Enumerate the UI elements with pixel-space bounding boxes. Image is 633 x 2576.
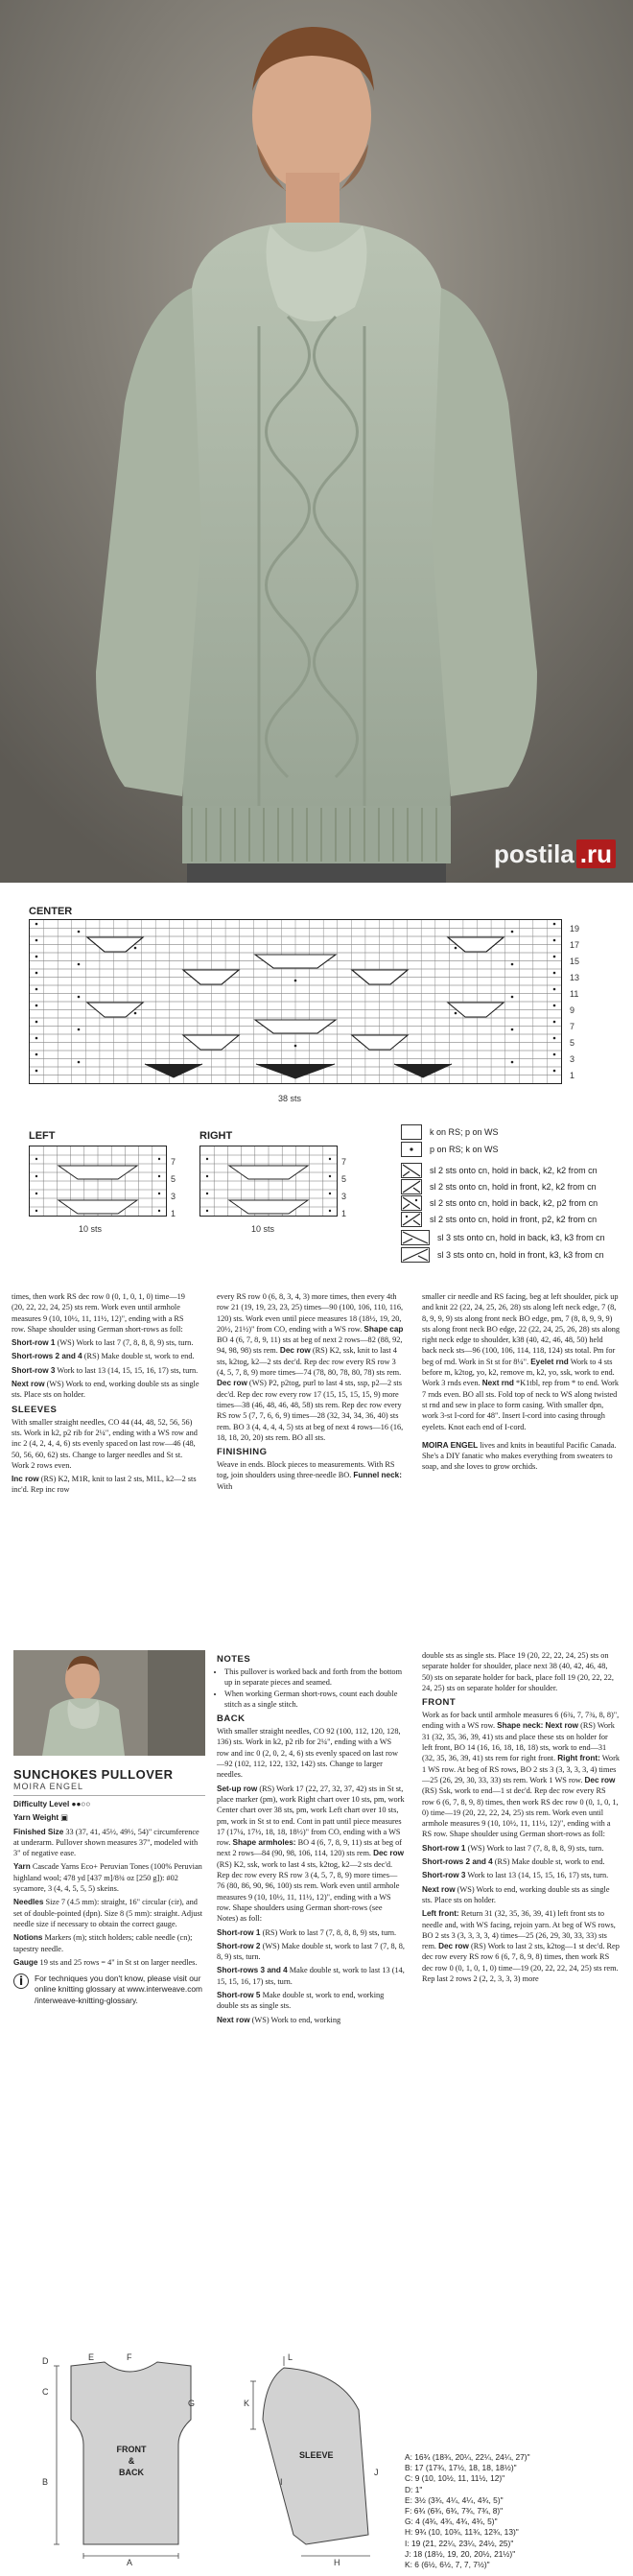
section-heading-notes: NOTES — [217, 1654, 251, 1665]
key-item: sl 2 sts onto cn, hold in back, k2, p2 from cn — [401, 1195, 598, 1211]
left-row-numbers — [171, 1153, 176, 1222]
key-item: sl 3 sts onto cn, hold in front, k3, k3 from cn — [401, 1247, 604, 1263]
paragraph: Next row (WS) Work to end, working double sts as single sts. Place sts on holder. — [422, 1884, 610, 1904]
left-chart-label: LEFT — [29, 1130, 56, 1142]
measurement-item: A: 16¾ (18¾, 20¼, 22¼, 24¼, 27)" — [405, 2452, 530, 2462]
paragraph: times, then work RS dec row 0 (0, 1, 0, 1, 0) time—19 (20, 22, 22, 24, 25) sts rem. Work even until armhole measures 9 (10, 10½, 11, 11½, 12)", ending with a RS row. Shape shoulder using German short-rows as foll: — [12, 1292, 185, 1334]
model-illustration — [0, 0, 633, 883]
note-item: • When working German short-rows, count each double stitch as a single stitch. — [224, 1689, 405, 1711]
paragraph: Short-row 2 (WS) Make double st, work to last 7 (7, 8, 8, 8, 9) sts, turn. — [217, 1941, 405, 1962]
paragraph: Short-row 1 (WS) Work to last 7 (7, 8, 8, 8, 9) sts, turn. — [422, 1843, 604, 1853]
dimension-letter: L — [288, 2352, 293, 2362]
paragraph: Finished Size 33 (37, 41, 45½, 49½, 54)" circumference at underarm. Pullover shown measures 37", modeled with 3" of negative ease. — [13, 1827, 199, 1858]
section-heading-back: BACK — [217, 1713, 246, 1725]
paragraph: Short-row 1 (RS) Work to last 7 (7, 8, 8, 8, 9) sts, turn. — [217, 1927, 397, 1937]
thumbnail-illustration — [13, 1650, 205, 1756]
dimension-letter: D — [42, 2356, 49, 2366]
section-heading-sleeves: SLEEVES — [12, 1404, 58, 1415]
measurement-item: D: 1" — [405, 2484, 423, 2494]
row-number: 9 — [570, 1005, 575, 1015]
measurement-item: J: 18 (18½, 19, 20, 20½, 21½)" — [405, 2548, 516, 2559]
info-icon: i — [13, 1973, 29, 1989]
dimension-letter: B — [42, 2477, 49, 2487]
paragraph: Yarn Cascade Yarns Eco+ Peruvian Tones (100% Peruvian highland wool; 478 yd [437 m]/8¾ oz [250 g]): #02 sycamore, 3 (4, 4, 5, 5, 5) skeins. — [13, 1862, 202, 1894]
paragraph: Needles Size 7 (4.5 mm): straight, 16" circular (cir), and set of double-pointed (dpn). Size 8 (5 mm): straight. Adjust needle size if necessary to obtain the correct gauge. — [13, 1898, 203, 1928]
paragraph: Notions Markers (m); stitch holders; cable needle (cn); tapestry needle. — [13, 1933, 193, 1953]
pattern-column-2 — [217, 1650, 405, 2028]
cable-2-2-rc-icon — [401, 1163, 422, 1178]
right-chart-label: RIGHT — [199, 1130, 233, 1142]
paragraph: Gauge 19 sts and 25 rows = 4" in St st on larger needles. — [13, 1957, 198, 1967]
dimension-letter: A — [127, 2558, 133, 2567]
measurement-item: K: 6 (6½, 6½, 7, 7, 7½)" — [405, 2560, 490, 2570]
left-width-label: 10 sts — [79, 1224, 103, 1234]
right-row-numbers — [341, 1153, 346, 1222]
right-width-label: 10 sts — [251, 1224, 275, 1234]
row-number: 15 — [570, 957, 580, 966]
section-heading-finishing: FINISHING — [217, 1447, 268, 1458]
chart-key — [401, 1124, 631, 1268]
paragraph: Next row (WS) Work to end, working double sts as single sts. Place sts on holder. — [12, 1380, 199, 1400]
paragraph: Short-row 3 Work to last 13 (14, 15, 15, 16, 17) sts, turn. — [12, 1365, 199, 1375]
key-item: k on RS; p on WS — [401, 1124, 499, 1140]
body-label: FRONT & BACK — [116, 2445, 147, 2477]
pattern-column-3 — [422, 1650, 620, 1987]
pattern-designer: MOIRA ENGEL — [13, 1782, 84, 1791]
paragraph: With smaller straight needles, CO 92 (100, 112, 120, 128, 136) sts. Work in k2, p2 rib for 2¼", ending with a WS row and inc 0 (2, 0, 2, 4, 6) sts evenly spaced on last row—92 (102, 112, 122, 132, 142) sts. Change to larger needles. — [217, 1727, 401, 1780]
cable-2-2-rpc-icon — [401, 1195, 422, 1211]
dimension-letter: C — [42, 2387, 49, 2397]
cable-3-3-rc-icon — [401, 1230, 430, 1245]
row-number: 5 — [570, 1038, 575, 1048]
row-number: 1 — [570, 1071, 575, 1080]
measurement-item: H: 9¾ (10, 10¾, 11¾, 12¾, 13)" — [405, 2527, 519, 2538]
dimension-letter: I — [280, 2477, 283, 2487]
notes-list — [217, 1666, 405, 1710]
row-number: 17 — [570, 940, 580, 950]
paragraph: smaller cir needle and RS facing, beg at left shoulder, pick up and knit 22 (22, 24, 25, 26, 28) sts along left neck edge, 7 (8, 8, 9, 9, 9) sts along front neck BO edge, pm, 7 (8, 8, 9, 9, 9) sts along front neck BO edge, 22 (22, 24, 25, 26, 28) sts along right neck edge to shoulder, k38 (40, 42, 46, 48, 50) held back neck sts—96 (100, 106, 114, 118, 124) sts total. Pm for beg of rnd. Work in St st for 8¼". Eyelet rnd Work to 4 sts before m, k2tog, yo, k2, remove m, k2, yo, ssk, work to end. Work 3 rnds even. Next rnd *K1tbl, rep from * to end. Work 7 rnds even. BO all sts. Fold top of neck to WS along twisted st rnd and sew in place to form casing. With smaller dpn, work 3-st I-cord for 48". Insert I-cord into casing through eyelets. Knot each end of I-cord. — [422, 1292, 621, 1431]
paragraph: double sts as single sts. Place 19 (20, 22, 22, 24, 25) sts on separate holder for shoulder, place next 38 (40, 42, 46, 48, 50) sts on separate holder for back, place foll 19 (20, 22, 22, 24, 25) sts on separate holder for shoulder. — [422, 1651, 614, 1692]
dimension-letter: K — [244, 2399, 250, 2408]
pattern-title: SUNCHOKES PULLOVER — [13, 1767, 174, 1782]
sleeve-label: SLEEVE — [299, 2450, 334, 2460]
paragraph: Short-row 5 Make double st, work to end, working double sts as single sts. — [217, 1991, 385, 2011]
dimension-letter: G — [188, 2399, 196, 2408]
schematic-svg — [13, 2352, 397, 2569]
techniques-note: i For techniques you don't know, please visit our online knitting glossary at www.interweave.com /interweave-knitting-glossary. — [13, 1973, 205, 2006]
paragraph: Inc row (RS) K2, M1R, knit to last 2 sts, M1L, k2—2 sts inc'd. Rep inc row — [12, 1475, 197, 1495]
dimension-letter: H — [334, 2558, 340, 2567]
paragraph: Short-rows 2 and 4 (RS) Make double st, work to end. — [422, 1857, 605, 1867]
text-column-2 — [217, 1291, 405, 1495]
row-number: 5 — [341, 1174, 347, 1184]
dimension-letter: F — [127, 2352, 132, 2362]
key-item: sl 3 sts onto cn, hold in back, k3, k3 from cn — [401, 1230, 605, 1245]
paragraph: Left front: Return 31 (32, 35, 36, 39, 41) left front sts to needle and, with WS facing, rejoin yarn. At beg of WS rows, BO 2 sts 3 (3, 3, 3, 3, 4) times—25 (26, 29, 30, 33, 33) sts rem. Dec row (RS) Work to last 2 sts, k2tog—1 st dec'd. Rep dec row every RS row 6 (6, 7, 8, 9, 8) times, then work RS dec row 0 (0, 1, 0, 1, 0) time—19 (20, 22, 22, 24, 25) sts rem. Rep last 2 rows 2 (2, 2, 3, 3, 3) more — [422, 1909, 620, 1984]
right-chart-grid — [199, 1146, 338, 1217]
center-width-label: 38 sts — [278, 1094, 302, 1103]
pattern-info-column — [13, 1767, 205, 2006]
measurement-item: F: 6¾ (6¾, 6¾, 7¾, 7¾, 8)" — [405, 2506, 504, 2517]
divider — [13, 1795, 205, 1796]
row-number: 1 — [341, 1209, 347, 1218]
author-bio: MOIRA ENGEL lives and knits in beautiful Pacific Canada. She's a DIY fanatic who makes everything from sweaters to soap, and she loves to grow orchids. — [422, 1439, 617, 1472]
row-number: 11 — [570, 989, 579, 999]
center-chart-svg — [30, 920, 561, 1083]
measurement-item: B: 17 (17¾, 17½, 18, 18, 18½)" — [405, 2463, 517, 2473]
key-item: sl 2 sts onto cn, hold in back, k2, k2 from cn — [401, 1163, 598, 1178]
cable-2-2-lpc-icon — [401, 1212, 422, 1227]
cable-2-2-lc-icon — [401, 1179, 422, 1194]
paragraph: With smaller straight needles, CO 44 (44, 48, 52, 56, 56) sts. Work in k2, p2 rib for 2¼", ending with a WS row and inc 2 (4, 2, 4, 4, 6) sts evenly spaced on last row—46 (48, 50, 56, 60, 62) sts. Change to larger needles and St st. Work 2 rows even. — [12, 1417, 198, 1470]
center-row-numbers — [570, 921, 589, 1084]
key-item: sl 2 sts onto cn, hold in front, k2, k2 from cn — [401, 1179, 597, 1194]
yarn-weight-row: Yarn Weight ▣ — [13, 1813, 69, 1823]
paragraph: Set-up row (RS) Work 17 (22, 27, 32, 37, 42) sts in St st, place marker (pm), work Right chart over 10 sts, pm, work Center chart over 38 sts, pm, work Left chart over 10 sts, pm, work in St st to end. Cont in patt until piece measures 17 (17¼, 17½, 18, 18, 18½)" from CO, ending with a WS row. Shape armholes: BO 4 (6, 7, 8, 9, 11) sts at beg of next 2 rows—84 (90, 98, 106, 114, 120) sts rem. Dec row (RS) K2, ssk, work to last 4 sts, k2tog, k2—2 sts dec'd. Rep dec row every RS row 3 (4, 5, 7, 8, 9) more times—76 (80, 86, 90, 96, 100) sts rem. Work even until armhole measures 9 (10, 10½, 11, 11½, 12)", ending with a WS row. Shape shoulders using German short-rows (see Notes) as foll: — [217, 1784, 405, 1924]
paragraph: Work as for back until armhole measures 6 (6¾, 7, 7¾, 8, 8)", ending with a WS row. Shape neck: Next row (RS) Work 31 (32, 35, 36, 39, 41) sts and place these sts on holder for left front, BO 14 (16, 16, 18, 18, 18) sts, work to end—31 (32, 35, 36, 39, 41) sts rem for right front. Right front: Work 1 WS row. At beg of RS rows, BO 2 sts 3 (3, 3, 3, 3, 4) times—25 (26, 29, 30, 33, 33) sts rem. Work 1 WS row. Dec row (RS) Ssk, work to end—1 st dec'd. Rep dec row every RS row 6 (6, 7, 8, 9, 8) times, then work RS dec row 0 (0, 1, 0, 1, 0) time—19 (20, 22, 22, 24, 25) sts rem. Work even until armhole measures 9 (10, 10½, 11, 11½, 12)", ending with a RS row. Shape shoulder using German short-rows as foll: — [422, 1711, 620, 1839]
measurement-list — [405, 2452, 627, 2570]
yarn-weight-icon: ▣ — [60, 1813, 69, 1823]
row-number: 19 — [570, 924, 580, 934]
measurement-item: E: 3½ (3¾, 4¼, 4¼, 4¾, 5)" — [405, 2494, 504, 2505]
row-number: 3 — [341, 1192, 347, 1201]
center-chart-grid — [29, 919, 562, 1084]
dimension-letter: E — [88, 2352, 95, 2362]
right-chart-svg — [200, 1146, 337, 1216]
row-number: 7 — [570, 1022, 575, 1031]
left-chart-svg — [30, 1146, 166, 1216]
purl-symbol-icon — [401, 1142, 422, 1157]
schematic-diagram — [13, 2352, 397, 2569]
row-number: 3 — [570, 1054, 575, 1064]
left-chart-grid — [29, 1146, 167, 1217]
dimension-letter: J — [374, 2468, 379, 2477]
measurement-item: I: 19 (21, 22¼, 23¼, 24½, 25)" — [405, 2538, 514, 2548]
row-number: 5 — [171, 1174, 176, 1184]
key-item: sl 2 sts onto cn, hold in front, p2, k2 from cn — [401, 1212, 597, 1227]
center-chart-label: CENTER — [29, 906, 73, 917]
watermark-logo: postila .ru — [494, 839, 616, 869]
row-number: 1 — [171, 1209, 176, 1218]
key-item: p on RS; k on WS — [401, 1142, 499, 1157]
text-column-3 — [422, 1291, 620, 1476]
row-number: 3 — [171, 1192, 176, 1201]
section-heading-front: FRONT — [422, 1697, 457, 1709]
paragraph: Short-rows 2 and 4 (RS) Make double st, work to end. — [12, 1352, 195, 1361]
sweater-photo — [0, 0, 633, 883]
thumbnail-photo — [13, 1650, 205, 1756]
paragraph: Next row (WS) Work to end, working — [217, 2015, 341, 2024]
measurement-item: G: 4 (4¾, 4¾, 4¾, 4¾, 5)" — [405, 2517, 498, 2527]
difficulty-dots-icon: ●●○○ — [71, 1800, 91, 1808]
paragraph: Short-row 3 Work to last 13 (14, 15, 15, 16, 17) sts, turn. — [422, 1871, 609, 1880]
cable-3-3-lc-icon — [401, 1247, 430, 1263]
row-number: 13 — [570, 973, 580, 982]
paragraph: Weave in ends. Block pieces to measurements. With RS tog, join shoulders using three-needle BO. Funnel neck: With — [217, 1460, 402, 1491]
paragraph: Short-row 1 (WS) Work to last 7 (7, 8, 8, 8, 9) sts, turn. — [12, 1338, 194, 1348]
measurement-item: C: 9 (10, 10½, 11, 11½, 12)" — [405, 2473, 505, 2484]
row-number: 7 — [341, 1157, 347, 1167]
text-column-1 — [12, 1291, 199, 1499]
paragraph: Short-rows 3 and 4 Make double st, work to last 13 (14, 15, 15, 16, 17) sts, turn. — [217, 1966, 405, 1986]
row-number: 7 — [171, 1157, 176, 1167]
difficulty-row: Difficulty Level ●●○○ — [13, 1800, 91, 1808]
knit-symbol-icon — [401, 1124, 422, 1140]
note-item: • This pullover is worked back and forth from the bottom up in separate pieces and seamed. — [224, 1666, 405, 1689]
paragraph: every RS row 0 (6, 8, 3, 4, 3) more times, then every 4th row 21 (19, 19, 23, 23, 25) times—90 (100, 106, 110, 116, 120) sts. Work even until piece measures 18 (18½, 19, 20, 20½, 21½)" from CO, ending with a WS row. Shape cap BO 4 (6, 7, 8, 9, 11) sts at beg of next 2 rows—82 (88, 92, 94, 98, 98) sts rem. Dec row (RS) K2, ssk, knit to last 4 sts, k2tog, k2—2 sts dec'd. Rep dec row every RS row 3 (4, 5, 7, 8, 9) more times—74 (78, 80, 78, 80, 78) sts rem. Dec row (WS) P2, p2tog, purl to last 4 sts, ssp, p2—2 sts dec'd. Rep dec row every row 17 (15, 15, 15, 15, 9) more times—38 (46, 48, 46, 48, 58) sts rem. Rep dec row every RS row 5 (7, 7, 6, 6, 9) times—28 (32, 34, 34, 36, 40) sts rem. BO 3 (4, 4, 4, 4, 5) sts at beg of next 4 rows—16 (16, 18, 18, 20, 20) sts rem. BO all sts. — [217, 1292, 404, 1442]
